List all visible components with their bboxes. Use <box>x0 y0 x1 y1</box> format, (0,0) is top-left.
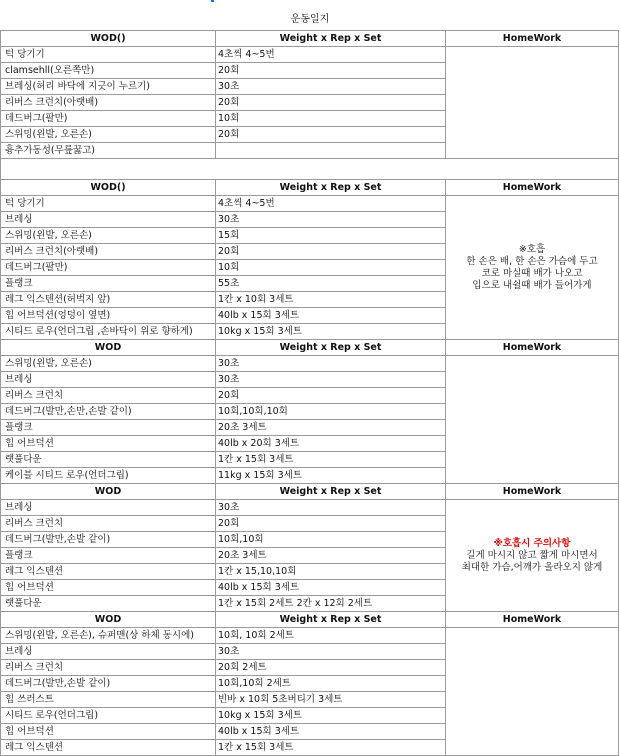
wod-header-cell[interactable]: WOD() <box>1 31 216 47</box>
exercise-cell[interactable]: 브레싱 <box>1 372 216 388</box>
exercise-cell[interactable]: 시티드 로우(언더그립) <box>1 708 216 724</box>
exercise-cell[interactable]: 데드버그(팔만) <box>1 260 216 276</box>
homework-cell[interactable] <box>446 628 619 756</box>
homework-cell[interactable] <box>446 47 619 159</box>
weight-rep-set-cell[interactable]: 1칸 x 10회 3세트 <box>216 292 446 308</box>
exercise-cell[interactable]: clamsehll(오른쪽만) <box>1 63 216 79</box>
exercise-row <box>1 500 619 516</box>
exercise-cell[interactable]: 데드버그(발만,손발 같이) <box>1 532 216 548</box>
exercise-cell[interactable]: 힙 어브덕션 <box>1 580 216 596</box>
exercise-cell[interactable]: 힙 어브덕션(엉덩이 옆면) <box>1 308 216 324</box>
wod-header-cell[interactable]: WOD() <box>1 180 216 196</box>
cell-cursor-marker <box>211 0 214 2</box>
wod-header-cell[interactable]: WOD <box>1 484 216 500</box>
weight-rep-set-cell[interactable]: 20회 <box>216 63 446 79</box>
exercise-cell[interactable]: 플랭크 <box>1 420 216 436</box>
homework-line: 최대한 가슴,어깨가 올라오지 않게 <box>461 561 603 573</box>
weight-rep-set-cell[interactable]: 20초 3세트 <box>216 420 446 436</box>
weight-rep-set-cell[interactable]: 10회,10회 <box>216 532 446 548</box>
weight-header-cell[interactable]: Weight x Rep x Set <box>216 612 446 628</box>
weight-rep-set-cell[interactable]: 20회 <box>216 388 446 404</box>
weight-rep-set-cell[interactable]: 4초씩 4~5번 <box>216 196 446 212</box>
section-header-row <box>1 612 619 628</box>
weight-rep-set-cell[interactable]: 40lb x 20회 3세트 <box>216 436 446 452</box>
weight-rep-set-cell[interactable]: 30초 <box>216 79 446 95</box>
exercise-cell[interactable]: 랫풀다운 <box>1 452 216 468</box>
workout-log-table <box>0 30 619 756</box>
weight-header-cell[interactable]: Weight x Rep x Set <box>216 31 446 47</box>
exercise-cell[interactable]: 브레싱 <box>1 644 216 660</box>
exercise-cell[interactable]: 힙 어브덕션 <box>1 724 216 740</box>
weight-rep-set-cell[interactable]: 20초 3세트 <box>216 548 446 564</box>
homework-header-cell[interactable]: HomeWork <box>446 612 619 628</box>
exercise-cell[interactable]: 브레싱(허리 바닥에 지긋이 누르기) <box>1 79 216 95</box>
homework-cell[interactable] <box>446 196 619 340</box>
section-header-row <box>1 180 619 196</box>
weight-rep-set-cell[interactable]: 30초 <box>216 372 446 388</box>
spacer-row <box>1 159 619 180</box>
section-header-row <box>1 31 619 47</box>
weight-rep-set-cell[interactable]: 4초씩 4~5번 <box>216 47 446 63</box>
homework-cell[interactable] <box>446 500 619 612</box>
weight-rep-set-cell[interactable]: 40lb x 15회 3세트 <box>216 308 446 324</box>
weight-rep-set-cell[interactable]: 10kg x 15회 3세트 <box>216 708 446 724</box>
exercise-cell[interactable]: 스위밍(왼발, 오른손) <box>1 127 216 143</box>
exercise-cell[interactable]: 브레싱 <box>1 500 216 516</box>
exercise-cell[interactable]: 스위밍(왼발, 오른손) <box>1 228 216 244</box>
exercise-cell[interactable]: 브레싱 <box>1 212 216 228</box>
exercise-cell[interactable]: 레그 익스텐션 <box>1 740 216 756</box>
weight-rep-set-cell[interactable]: 30초 <box>216 500 446 516</box>
weight-rep-set-cell[interactable]: 30초 <box>216 644 446 660</box>
weight-rep-set-cell[interactable]: 20회 <box>216 516 446 532</box>
exercise-cell[interactable]: 데드버그(발만,손발 같이) <box>1 676 216 692</box>
weight-rep-set-cell[interactable]: 10kg x 15회 3세트 <box>216 324 446 340</box>
exercise-cell[interactable]: 데드버그(팔만) <box>1 111 216 127</box>
weight-rep-set-cell[interactable]: 1칸 x 15회 3세트 <box>216 740 446 756</box>
exercise-cell[interactable]: 흉추가동성(무릎꿇고) <box>1 143 216 159</box>
weight-header-cell[interactable]: Weight x Rep x Set <box>216 180 446 196</box>
homework-line: 입으로 내쉴때 배가 들어가게 <box>472 279 592 291</box>
exercise-cell[interactable]: 레그 익스텐션 <box>1 564 216 580</box>
exercise-cell[interactable]: 레그 익스텐션(허벅지 앞) <box>1 292 216 308</box>
weight-rep-set-cell[interactable]: 20회 <box>216 244 446 260</box>
exercise-cell[interactable]: 힙 쓰러스트 <box>1 692 216 708</box>
section-header-row <box>1 340 619 356</box>
weight-rep-set-cell[interactable]: 1칸 x 15회 3세트 <box>216 452 446 468</box>
weight-rep-set-cell[interactable]: 20회 2세트 <box>216 660 446 676</box>
weight-rep-set-cell[interactable]: 40lb x 15회 3세트 <box>216 580 446 596</box>
exercise-cell[interactable]: 시티드 로우(언더그립 ,손바닥이 위로 향하게) <box>1 324 216 340</box>
weight-header-cell[interactable]: Weight x Rep x Set <box>216 484 446 500</box>
wod-header-cell[interactable]: WOD <box>1 612 216 628</box>
homework-title: ※호흡 <box>518 243 546 255</box>
exercise-row <box>1 47 619 63</box>
weight-rep-set-cell[interactable]: 1칸 x 15회 2세트 2칸 x 12회 2세트 <box>216 596 446 612</box>
exercise-cell[interactable]: 리버스 크런치(아랫배) <box>1 244 216 260</box>
exercise-cell[interactable]: 리버스 크런치(아랫배) <box>1 95 216 111</box>
weight-rep-set-cell[interactable]: 20회 <box>216 95 446 111</box>
homework-cell[interactable] <box>446 356 619 484</box>
exercise-row <box>1 196 619 212</box>
weight-rep-set-cell[interactable]: 빈바 x 10회 5초버티기 3세트 <box>216 692 446 708</box>
weight-rep-set-cell[interactable] <box>216 143 446 159</box>
homework-title: ※호흡시 주의사항 <box>493 537 571 549</box>
weight-rep-set-cell[interactable]: 1칸 x 15,10,10회 <box>216 564 446 580</box>
weight-rep-set-cell[interactable]: 30초 <box>216 356 446 372</box>
exercise-cell[interactable]: 케이블 시티드 로우(언더그립) <box>1 468 216 484</box>
homework-line: 길게 마시지 않고 짧게 마시면서 <box>466 549 598 561</box>
wod-header-cell[interactable]: WOD <box>1 340 216 356</box>
exercise-cell[interactable]: 턱 당기기 <box>1 196 216 212</box>
weight-rep-set-cell[interactable]: 10회 <box>216 260 446 276</box>
weight-rep-set-cell[interactable]: 15회 <box>216 228 446 244</box>
weight-rep-set-cell[interactable]: 30초 <box>216 212 446 228</box>
exercise-cell[interactable]: 리버스 크런치 <box>1 388 216 404</box>
exercise-cell[interactable]: 스위밍(왼발, 오른손) <box>1 356 216 372</box>
title-bar <box>0 0 620 30</box>
homework-header-cell[interactable]: HomeWork <box>446 31 619 47</box>
exercise-cell[interactable]: 플랭크 <box>1 276 216 292</box>
exercise-cell[interactable]: 플랭크 <box>1 548 216 564</box>
exercise-cell[interactable]: 스위밍(왼발, 오른손), 슈퍼맨(상 하체 동시에) <box>1 628 216 644</box>
homework-line: 한 손은 배, 한 손은 가슴에 두고 <box>466 255 598 267</box>
weight-header-cell[interactable]: Weight x Rep x Set <box>216 340 446 356</box>
homework-header-cell[interactable]: HomeWork <box>446 180 619 196</box>
sheet-title: 운동일지 <box>290 14 330 25</box>
weight-rep-set-cell[interactable]: 40lb x 15회 3세트 <box>216 724 446 740</box>
exercise-row <box>1 356 619 372</box>
weight-rep-set-cell[interactable]: 10회,10회,10회 <box>216 404 446 420</box>
spacer-cell[interactable] <box>1 159 619 180</box>
weight-rep-set-cell[interactable]: 20회 <box>216 127 446 143</box>
weight-rep-set-cell[interactable]: 11kg x 15회 3세트 <box>216 468 446 484</box>
exercise-cell[interactable]: 데드버그(발만,손만,손발 같이) <box>1 404 216 420</box>
weight-rep-set-cell[interactable]: 10회 <box>216 111 446 127</box>
exercise-cell[interactable]: 턱 당기기 <box>1 47 216 63</box>
exercise-row <box>1 628 619 644</box>
weight-rep-set-cell[interactable]: 10회, 10회 2세트 <box>216 628 446 644</box>
weight-rep-set-cell[interactable]: 10회,10회 2세트 <box>216 676 446 692</box>
weight-rep-set-cell[interactable]: 55초 <box>216 276 446 292</box>
section-header-row <box>1 484 619 500</box>
exercise-cell[interactable]: 힙 어브덕션 <box>1 436 216 452</box>
homework-header-cell[interactable]: HomeWork <box>446 340 619 356</box>
homework-header-cell[interactable]: HomeWork <box>446 484 619 500</box>
exercise-cell[interactable]: 리버스 크런치 <box>1 516 216 532</box>
homework-line: 코로 마실때 배가 나오고 <box>481 267 583 279</box>
exercise-cell[interactable]: 리버스 크런치 <box>1 660 216 676</box>
exercise-cell[interactable]: 랫풀다운 <box>1 596 216 612</box>
